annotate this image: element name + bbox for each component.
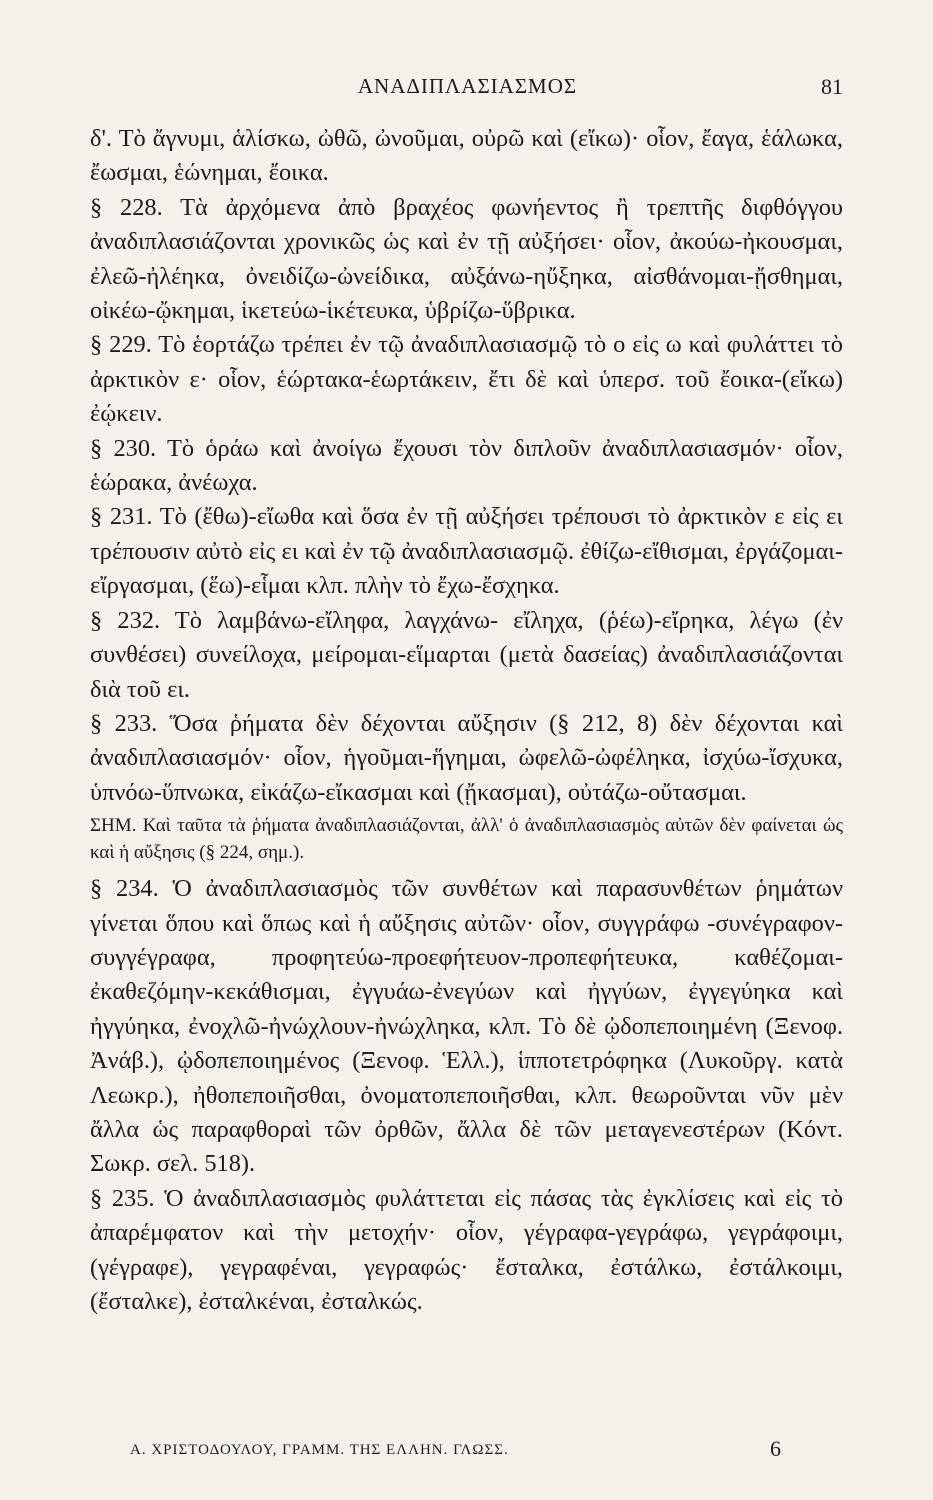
page-body xyxy=(90,122,843,1319)
paragraph-235: § 235. Ὁ ἀναδιπλασιασμὸς φυλάττεται εἰς πάσας τὰς ἐγκλίσεις καὶ εἰς τὸ ἀπαρέμφατον καὶ τὴν μετοχήν· οἷον, γέγραφα-γεγράφω, γεγράφοιμι, (γέγραφε), γεγραφέναι, γεγραφώς· ἔσταλκα, ἐστάλκω, ἐστάλκοιμι, (ἔσταλκε), ἐσταλκέναι, ἐσταλκώς. xyxy=(90,1184,843,1315)
page-number: 81 xyxy=(821,74,843,99)
paragraph-229: § 229. Τὸ ἑορτάζω τρέπει ἐν τῷ ἀναδιπλασιασμῷ τὸ ο εἰς ω καὶ φυλάττει τὸ ἀρκτικὸν ε· οἷον, ἑώρτακα-ἑωρτάκειν, ἔτι δὲ καὶ ὑπερσ. τοῦ ἔοικα-(εἴκω) ἐῴκειν. xyxy=(90,331,843,428)
paragraph-233: § 233. Ὅσα ῥήματα δὲν δέχονται αὔξησιν (§ 212, 8) δὲν δέχονται καὶ ἀναδιπλασιασμόν· οἷον, ἡγοῦμαι-ἥγημαι, ὠφελῶ-ὠφέληκα, ἰσχύω-ἴσχυκα, ὑπνόω-ὕπνωκα, εἰκάζω-εἴκασμαι καὶ (ᾔκασμαι), οὐτάζω-οὔτασμαι. xyxy=(90,709,843,806)
paragraph-234: § 234. Ὁ ἀναδιπλασιασμὸς τῶν συνθέτων καὶ παρασυνθέτων ῥημάτων γίνεται ὅπου καὶ ὅπως καὶ ἡ αὔξησις αὐτῶν· οἷον, συγγράφω -συνέγραφον-συγγέγραφα, προφητεύω-προεφήτευον-προπεφήτευκα, καθέζομαι-ἐκαθεζόμην-κεκάθισμαι, ἐγγυάω-ἐνεγύων καὶ ἠγγύων, ἐγγεγύηκα καὶ ἠγγύηκα, ἐνοχλῶ-ἠνώχλουν-ἠνώχληκα, κλπ. Τὸ δὲ ᾠδοπεποιημένη (Ξενοφ. Ἀνάβ.), ᾠδοπεποιημένος (Ξενοφ. Ἑλλ.), ἱπποτετρόφηκα (Λυκοῦργ. κατὰ Λεωκρ.), ἠθοπεποιῆσθαι, ὀνοματοπεποιῆσθαι, κλπ. θεωροῦνται νῦν μὲν ἄλλα ὡς παραφθοραὶ τῶν ὀρθῶν, ἄλλα δὲ τῶν μεταγενεστέρων (Κόντ. Σωκρ. σελ. 518). xyxy=(90,875,843,1178)
printer-signature: Α. ΧΡΙΣΤΟΔΟΥΛΟΥ, ΓΡΑΜΜ. ΤΗΣ ΕΛΛΗΝ. ΓΛΩΣΣ. xyxy=(130,1442,509,1458)
paragraph-230: § 230. Τὸ ὁράω καὶ ἀνοίγω ἔχουσι τὸν διπλοῦν ἀναδιπλασιασμόν· οἷον, ἑώρακα, ἀνέωχα. xyxy=(90,434,843,497)
paragraph-231: § 231. Τὸ (ἔθω)-εἴωθα καὶ ὅσα ἐν τῇ αὐξήσει τρέπουσι τὸ ἀρκτικὸν ε εἰς ει τρέπουσιν αὐτὸ εἰς ει καὶ ἐν τῷ ἀναδιπλασιασμῷ. ἐθίζω-εἴθισμαι, ἐργάζομαι-εἴργασμαι, (ἕω)-εἷμαι κλπ. πλὴν τὸ ἔχω-ἔσχηκα. xyxy=(90,503,843,600)
page-footer xyxy=(130,1436,781,1472)
page-header xyxy=(92,74,843,104)
paragraph-228: § 228. Τὰ ἀρχόμενα ἀπὸ βραχέος φωνήεντος ἢ τρεπτῆς διφθόγγου ἀναδιπλασιάζονται χρονικῶς ὡς καὶ ἐν τῇ αὐξήσει· οἷον, ἀκούω-ἠκουσμαι, ἐλεῶ-ἠλέηκα, ὀνειδίζω-ὠνείδικα, αὐξάνω-ηὔξηκα, αἰσθάνομαι-ᾔσθημαι, οἰκέω-ᾤκημαι, ἱκετεύω-ἱκέτευκα, ὑβρίζω-ὕβρικα. xyxy=(90,193,843,325)
sheet-number: 6 xyxy=(770,1436,781,1461)
paragraph-232: § 232. Τὸ λαμβάνω-εἴληφα, λαγχάνω- εἴληχα, (ῥέω)-εἴρηκα, λέγω (ἐν συνθέσει) συνείλοχα, μείρομαι-εἵμαρται (μετὰ δασείας) ἀναδιπλασιάζονται διὰ τοῦ ει. xyxy=(90,606,843,703)
note-paragraph: ΣΗΜ. Καὶ ταῦτα τὰ ῥήματα ἀναδιπλασιάζονται, ἀλλ' ὁ ἀναδιπλασιασμὸς αὐτῶν δὲν φαίνεται ὡς καὶ ἡ αὔξησις (§ 224, σημ.). xyxy=(90,815,843,864)
paragraph-delta: δ'. Τὸ ἄγνυμι, ἁλίσκω, ὠθῶ, ὠνοῦμαι, οὐρῶ καὶ (εἴκω)· οἷον, ἔαγα, ἑάλωκα, ἔωσμαι, ἑώνημαι, ἔοικα. xyxy=(90,125,843,187)
running-title: ΑΝΑΔΙΠΛΑΣΙΑΣΜΟΣ xyxy=(357,74,578,98)
